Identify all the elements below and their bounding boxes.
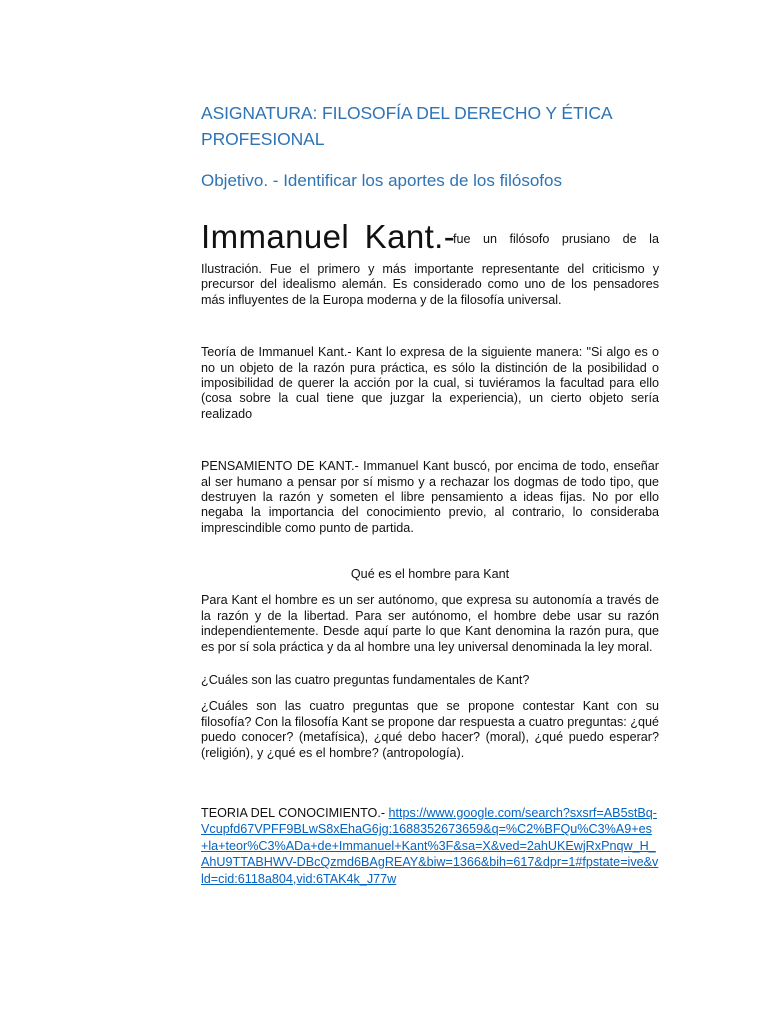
conocimiento-paragraph xyxy=(201,805,659,887)
kant-intro-first-line xyxy=(201,217,659,257)
hombre-paragraph: Para Kant el hombre es un ser autónomo, que expresa su autonomía a través de la razón y de la libertad. Para ser autónomo, el hombre debe usar su razón independientemente. Desde aquí parte lo que Kant denomina la razón pura, que es por sí sola práctica y da al hombre una ley universal denominada la ley moral. xyxy=(201,593,659,654)
kant-intro-section xyxy=(201,217,659,308)
preguntas-question: ¿Cuáles son las cuatro preguntas fundamentales de Kant? xyxy=(201,672,530,687)
pensamiento-paragraph: PENSAMIENTO DE KANT.- Immanuel Kant buscó, por encima de todo, enseñar al ser humano a pensar por sí mismo y a rechazar los dogmas de todo tipo, que destruyen la razón y someten el libre pensamiento a ideas fijas. No por ello negaba la importancia del conocimiento previo, al contrario, lo consideraba imprescindible como punto de partida. xyxy=(201,459,659,535)
conocimiento-link[interactable]: https://www.google.com/search?sxsrf=AB5stBq-Vcupfd67VPFF9BLwS8xEhaG6jg:1688352673659&q=%C2%BFQu%C3%A9+es+la+teor%C3%ADa+de+Immanuel+Kant%3F&sa=X&ved=2ahUKEwjRxPnqw_H_AhU9TTABHWV-DBcQzmd6BAgREAY&biw=1366&bih=617&dpr=1#fpstate=ive&vld=cid:6118a804,vid:6TAK4k_J77w xyxy=(201,805,659,886)
document-page xyxy=(201,100,659,900)
preguntas-answer: ¿Cuáles son las cuatro preguntas que se propone contestar Kant con su filosofía? Con la filosofía Kant se propone dar respuesta a cuatro preguntas: ¿qué puedo conocer? (metafísica), ¿qué debo hacer? (moral), ¿qué puedo esperar? (religión), y ¿qué es el hombre? (antropología). xyxy=(201,699,659,760)
kant-name-title: Immanuel Kant.- xyxy=(201,218,456,255)
subject-heading: ASIGNATURA: FILOSOFÍA DEL DERECHO Y ÉTICA PROFESIONAL xyxy=(201,103,612,149)
kant-intro-text: Ilustración. Fue el primero y más importante representante del criticismo y precursor del idealismo alemán. Es considerado como uno de los pensadores más influyentes de la Europa moderna y de la filosofía universal. xyxy=(201,262,659,307)
teoria-paragraph: Teoría de Immanuel Kant.- Kant lo expresa de la siguiente manera: "Si algo es o no un objeto de la razón pura práctica, es sólo la distinción de la posibilidad o imposibilidad de querer la acción por la cual, si tuviéramos la facultad para ello (cosa sobre la cual tiene que juzgar la experiencia), un cierto objeto sería realizado xyxy=(201,345,659,421)
kant-intro-lead: fue un filósofo prusiano de la xyxy=(452,232,659,246)
objective-heading: Objetivo. - Identificar los aportes de los filósofos xyxy=(201,171,562,190)
hombre-title: Qué es el hombre para Kant xyxy=(350,567,510,582)
conocimiento-label: TEORIA DEL CONOCIMIENTO.- xyxy=(201,805,386,820)
